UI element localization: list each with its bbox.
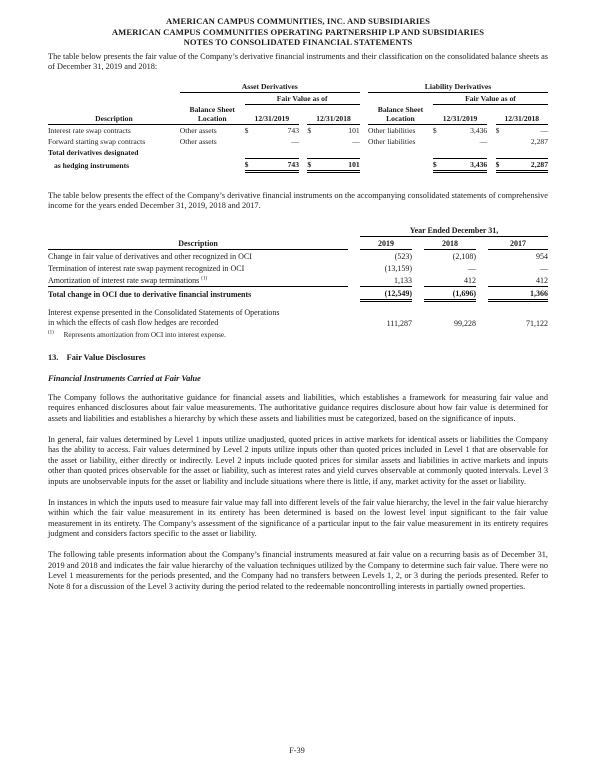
asset-2018-value: 101 xyxy=(348,126,360,136)
table-row xyxy=(48,262,548,274)
table-row-total xyxy=(48,286,548,300)
col-asset-location: Balance Sheet Location xyxy=(180,104,245,125)
paragraph-framework: The Company follows the authoritative guidance for financial assets and liabilities, which establishes a framework for measuring fair value and requires enhanced disclosures about fair value measurements. The authoritative guidance requires disclosure about how fair value is determined for assets and liabilities and establishes a hierarchy by which these assets and liabilities must be categorized, based on the significance of inputs. xyxy=(48,392,548,424)
footnote-mark: (1) xyxy=(48,330,54,336)
col-2017: 2017 xyxy=(488,236,548,249)
header-line-3: NOTES TO CONSOLIDATED FINANCIAL STATEMENTS xyxy=(183,37,413,47)
header-line-2: AMERICAN CAMPUS COMMUNITIES OPERATING PARTNERSHIP LP AND SUBSIDIARIES xyxy=(111,26,485,37)
row-liability-location: Other liabilities xyxy=(368,126,416,136)
table-row xyxy=(48,274,548,287)
value-2017: 412 xyxy=(488,274,548,287)
value-2017: 954 xyxy=(536,251,548,261)
interest-2019: 111,287 xyxy=(386,318,412,328)
dollar-sign: $ xyxy=(495,126,500,136)
table-row xyxy=(48,136,548,147)
total-description-line-2: as hedging instruments xyxy=(54,161,130,171)
col-liability-2019: 12/31/2019 xyxy=(433,104,487,125)
paragraph-hierarchy: In instances in which the inputs used to measure fair value may fall into different levels of the fair value hierarchy, the level in the fair value hierarchy within which the fair value measurement in its entirety has been determined is based on the lowest level input significant to the fair value measurement in its entirety. The Company’s assessment of the significance of a particular input to the fair value measurement in its entirety requires judgment and considers factors specific to the asset or liability. xyxy=(48,497,548,539)
asset-2019-value: 743 xyxy=(287,126,300,136)
col-description: Description xyxy=(48,104,180,125)
liability-derivatives-header: Liability Derivatives xyxy=(368,81,548,93)
col-liability-2018: 12/31/2018 xyxy=(496,104,548,125)
dollar-sign: $ xyxy=(307,158,317,171)
value-2018: — xyxy=(468,263,476,273)
col-description: Description xyxy=(48,236,348,249)
asset-derivatives-header: Asset Derivatives xyxy=(180,81,360,93)
report-header xyxy=(48,16,548,48)
row-description: Interest rate swap contracts xyxy=(48,126,131,136)
col-asset-2019: 12/31/2019 xyxy=(245,104,299,125)
footnote-text: Represents amortization from OCI into interest expense. xyxy=(63,330,226,339)
asset-2019-value: — xyxy=(291,137,300,147)
table-footnote xyxy=(48,331,548,339)
total-2019: (12,549) xyxy=(360,286,412,300)
row-description: Amortization of interest rate swap terminations xyxy=(48,275,200,285)
value-2019: 1,133 xyxy=(360,274,412,287)
intro-paragraph-derivatives: The table below presents the fair value of the Company’s derivative financial instruments and their classification on the consolidated balance sheets as of December 31, 2019 and 2018: xyxy=(48,51,548,72)
row-description: Change in fair value of derivatives and other recognized in OCI xyxy=(48,251,252,261)
interest-2017: 71,122 xyxy=(526,318,548,328)
table-row xyxy=(48,125,548,137)
total-asset-2018: 101 xyxy=(318,158,360,171)
interest-description-line-2: in which the effects of cash flow hedges are recorded xyxy=(48,317,219,327)
value-2018: (2,108) xyxy=(452,251,476,261)
liability-fair-value-as-of: Fair Value as of xyxy=(433,92,548,104)
section-title: 13. Fair Value Disclosures xyxy=(48,352,146,362)
paragraph-recurring: The following table presents information about the Company’s financial instruments measured at fair value on a recurring basis as of December 31, 2019 and 2018 and indicates the fair value hierarchy of the valuation techniques utilized by the Company to determine such fair value. There were no Level 1 measurements for the periods presented, and the Company had no transfers between Levels 1, 2, or 3 during the periods presented. Refer to Note 8 for a discussion of the Level 3 activity during the period related to the redeemable noncontrolling interests in partially owned properties. xyxy=(48,550,548,591)
year-ended-header: Year Ended December 31, xyxy=(360,224,548,237)
dollar-sign: $ xyxy=(245,158,255,171)
dollar-sign: $ xyxy=(244,126,249,136)
col-2019: 2019 xyxy=(360,236,412,249)
header-line-1: AMERICAN CAMPUS COMMUNITIES, INC. AND SUBSIDIARIES xyxy=(165,16,431,26)
row-description: Forward starting swap contracts xyxy=(48,137,146,147)
total-description-line-1: Total derivatives designated xyxy=(48,148,139,158)
derivatives-fair-value-table xyxy=(48,81,548,173)
row-asset-location: Other assets xyxy=(179,126,217,136)
table-row-total-label xyxy=(48,147,548,158)
document-page xyxy=(48,16,548,592)
row-liability-location: Other liabilities xyxy=(368,137,416,147)
table-row xyxy=(48,249,548,262)
table-row-total xyxy=(48,158,548,171)
interest-description-line-1: Interest expense presented in the Consolidated Statements of Operations xyxy=(48,307,280,317)
dollar-sign: $ xyxy=(307,126,312,136)
paragraph-levels: In general, fair values determined by Level 1 inputs utilize unadjusted, quoted prices in active markets for identical assets or liabilities the Company has the ability to access. Fair values determined by Level 2 inputs utilize inputs other than quoted prices included in Level 1 that are observable for the asset or liability, either directly or indirectly. Level 2 inputs include quoted prices for similar assets and liabilities in active markets and inputs other than quoted prices observable for the asset or liability, such as interest rates and yield curves observable at commonly quoted intervals. Level 3 inputs are unobservable inputs for the asset or liability and include situations where there is little, if any, market activity for the asset or liability. xyxy=(48,434,548,487)
total-2018: (1,696) xyxy=(424,286,476,300)
liability-2019-value: — xyxy=(479,137,488,147)
subsection-title: Financial Instruments Carried at Fair Value xyxy=(48,373,201,383)
oci-effect-table xyxy=(48,224,548,329)
liability-2019-value: 3,436 xyxy=(470,126,488,136)
total-description: Total change in OCI due to derivative financial instruments xyxy=(48,290,252,300)
value-2019: (523) xyxy=(394,251,412,261)
asset-2018-value: — xyxy=(352,137,360,147)
table-row-interest-expense xyxy=(48,306,548,329)
row-description: Termination of interest rate swap payment recognized in OCI xyxy=(48,263,245,273)
total-asset-2019: 743 xyxy=(255,158,299,171)
liability-2018-value: — xyxy=(540,126,548,136)
liability-2018-value: 2,287 xyxy=(530,137,548,147)
total-liability-2019: 3,436 xyxy=(443,158,487,171)
page-number: F-39 xyxy=(289,746,305,755)
asset-fair-value-as-of: Fair Value as of xyxy=(245,92,360,104)
total-2017: 1,366 xyxy=(488,286,548,300)
value-2018: 412 xyxy=(424,274,476,287)
footnote-reference: (1) xyxy=(201,276,208,282)
col-liability-location: Balance Sheet Location xyxy=(368,104,433,125)
row-asset-location: Other assets xyxy=(179,137,217,147)
interest-2018: 99,228 xyxy=(454,318,476,328)
col-asset-2018: 12/31/2018 xyxy=(307,104,359,125)
intro-paragraph-oci: The table below presents the effect of the Company’s derivative financial instruments on the accompanying consolidated statements of comprehensive income for the years ended December 31, 2019, 2018 and 2017. xyxy=(48,190,548,211)
dollar-sign: $ xyxy=(433,158,443,171)
value-2017: — xyxy=(540,263,548,273)
dollar-sign: $ xyxy=(432,126,437,136)
value-2019: (13,159) xyxy=(384,263,412,273)
dollar-sign: $ xyxy=(496,158,506,171)
col-2018: 2018 xyxy=(424,236,476,249)
total-liability-2018: 2,287 xyxy=(506,158,548,171)
